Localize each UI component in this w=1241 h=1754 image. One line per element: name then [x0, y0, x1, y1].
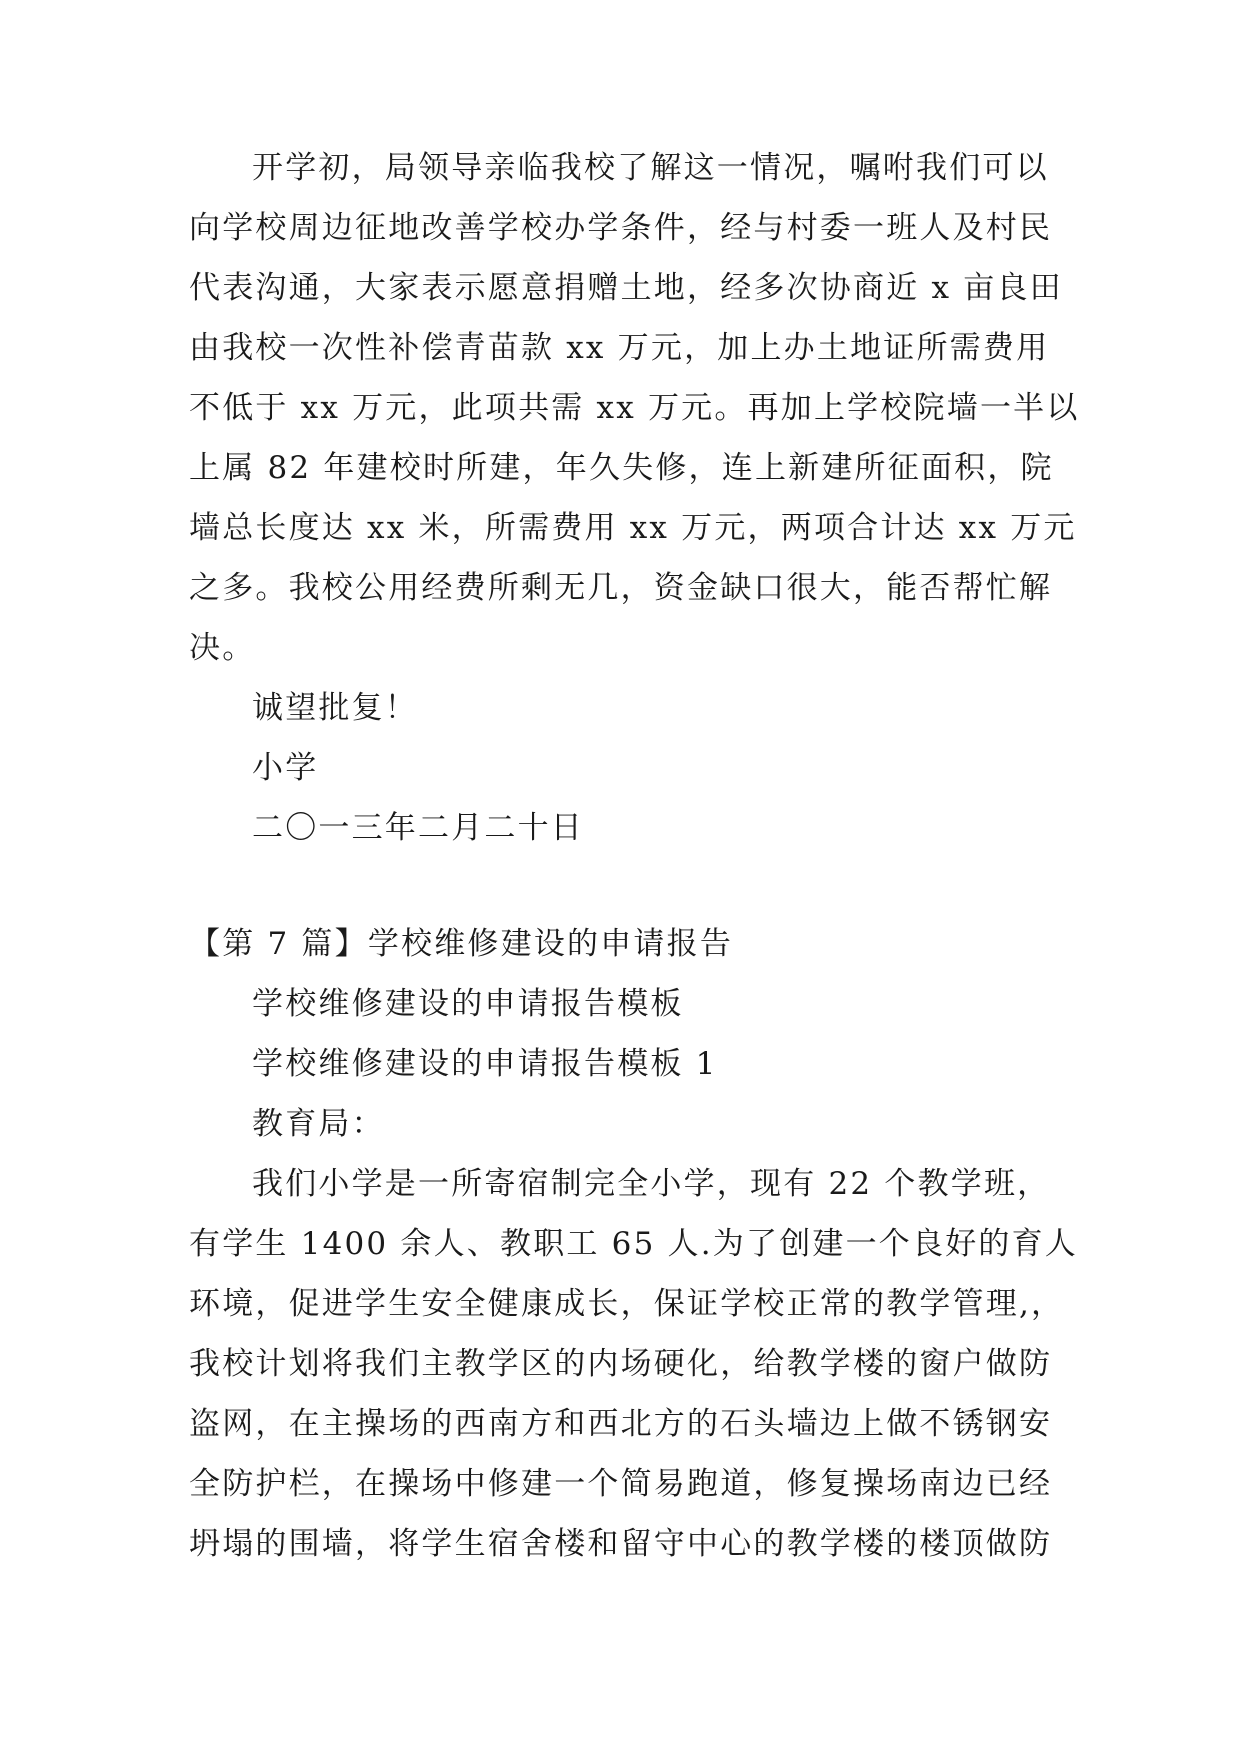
- paragraph-line: 有学生 1400 余人、教职工 65 人.为了创建一个良好的育人: [189, 1226, 1079, 1262]
- paragraph-line: 代表沟通，大家表示愿意捐赠土地，经多次协商近 x 亩良田: [189, 270, 1063, 306]
- paragraph-line: 上属 82 年建校时所建，年久失修，连上新建所征面积，院: [189, 450, 1054, 486]
- document-subtitle-numbered: 学校维修建设的申请报告模板 1: [252, 1046, 718, 1082]
- paragraph-line: 之多。我校公用经费所剩无几，资金缺口很大，能否帮忙解: [189, 570, 1053, 606]
- paragraph-line: 我校计划将我们主教学区的内场硬化，给教学楼的窗户做防: [189, 1346, 1053, 1382]
- closing-text: 诚望批复！: [252, 690, 418, 726]
- paragraph-line: 全防护栏，在操场中修建一个简易跑道，修复操场南边已经: [189, 1466, 1053, 1502]
- date-line: 二〇一三年二月二十日: [252, 810, 584, 846]
- section-heading: 【第 7 篇】学校维修建设的申请报告: [189, 926, 734, 962]
- paragraph-line: 环境，促进学生安全健康成长，保证学校正常的教学管理,，: [189, 1286, 1065, 1322]
- paragraph-line: 向学校周边征地改善学校办学条件，经与村委一班人及村民: [189, 210, 1053, 246]
- paragraph-line: 墙总长度达 xx 米，所需费用 xx 万元，两项合计达 xx 万元: [189, 510, 1077, 546]
- paragraph-line: 坍塌的围墙，将学生宿舍楼和留守中心的教学楼的楼顶做防: [189, 1526, 1053, 1562]
- paragraph-line: 盗网，在主操场的西南方和西北方的石头墙边上做不锈钢安: [189, 1406, 1053, 1442]
- paragraph-line: 决。: [189, 630, 256, 666]
- document-subtitle: 学校维修建设的申请报告模板: [252, 986, 684, 1022]
- paragraph-line: 开学初，局领导亲临我校了解这一情况，嘱咐我们可以: [252, 150, 1049, 186]
- paragraph-line: 我们小学是一所寄宿制完全小学，现有 22 个教学班，: [252, 1166, 1051, 1202]
- paragraph-line: 不低于 xx 万元，此项共需 xx 万元。再加上学校院墙一半以: [189, 390, 1080, 426]
- salutation: 教育局：: [252, 1106, 385, 1142]
- paragraph-line: 由我校一次性补偿青苗款 xx 万元，加上办土地证所需费用: [189, 330, 1050, 366]
- signature: 小学: [252, 750, 319, 786]
